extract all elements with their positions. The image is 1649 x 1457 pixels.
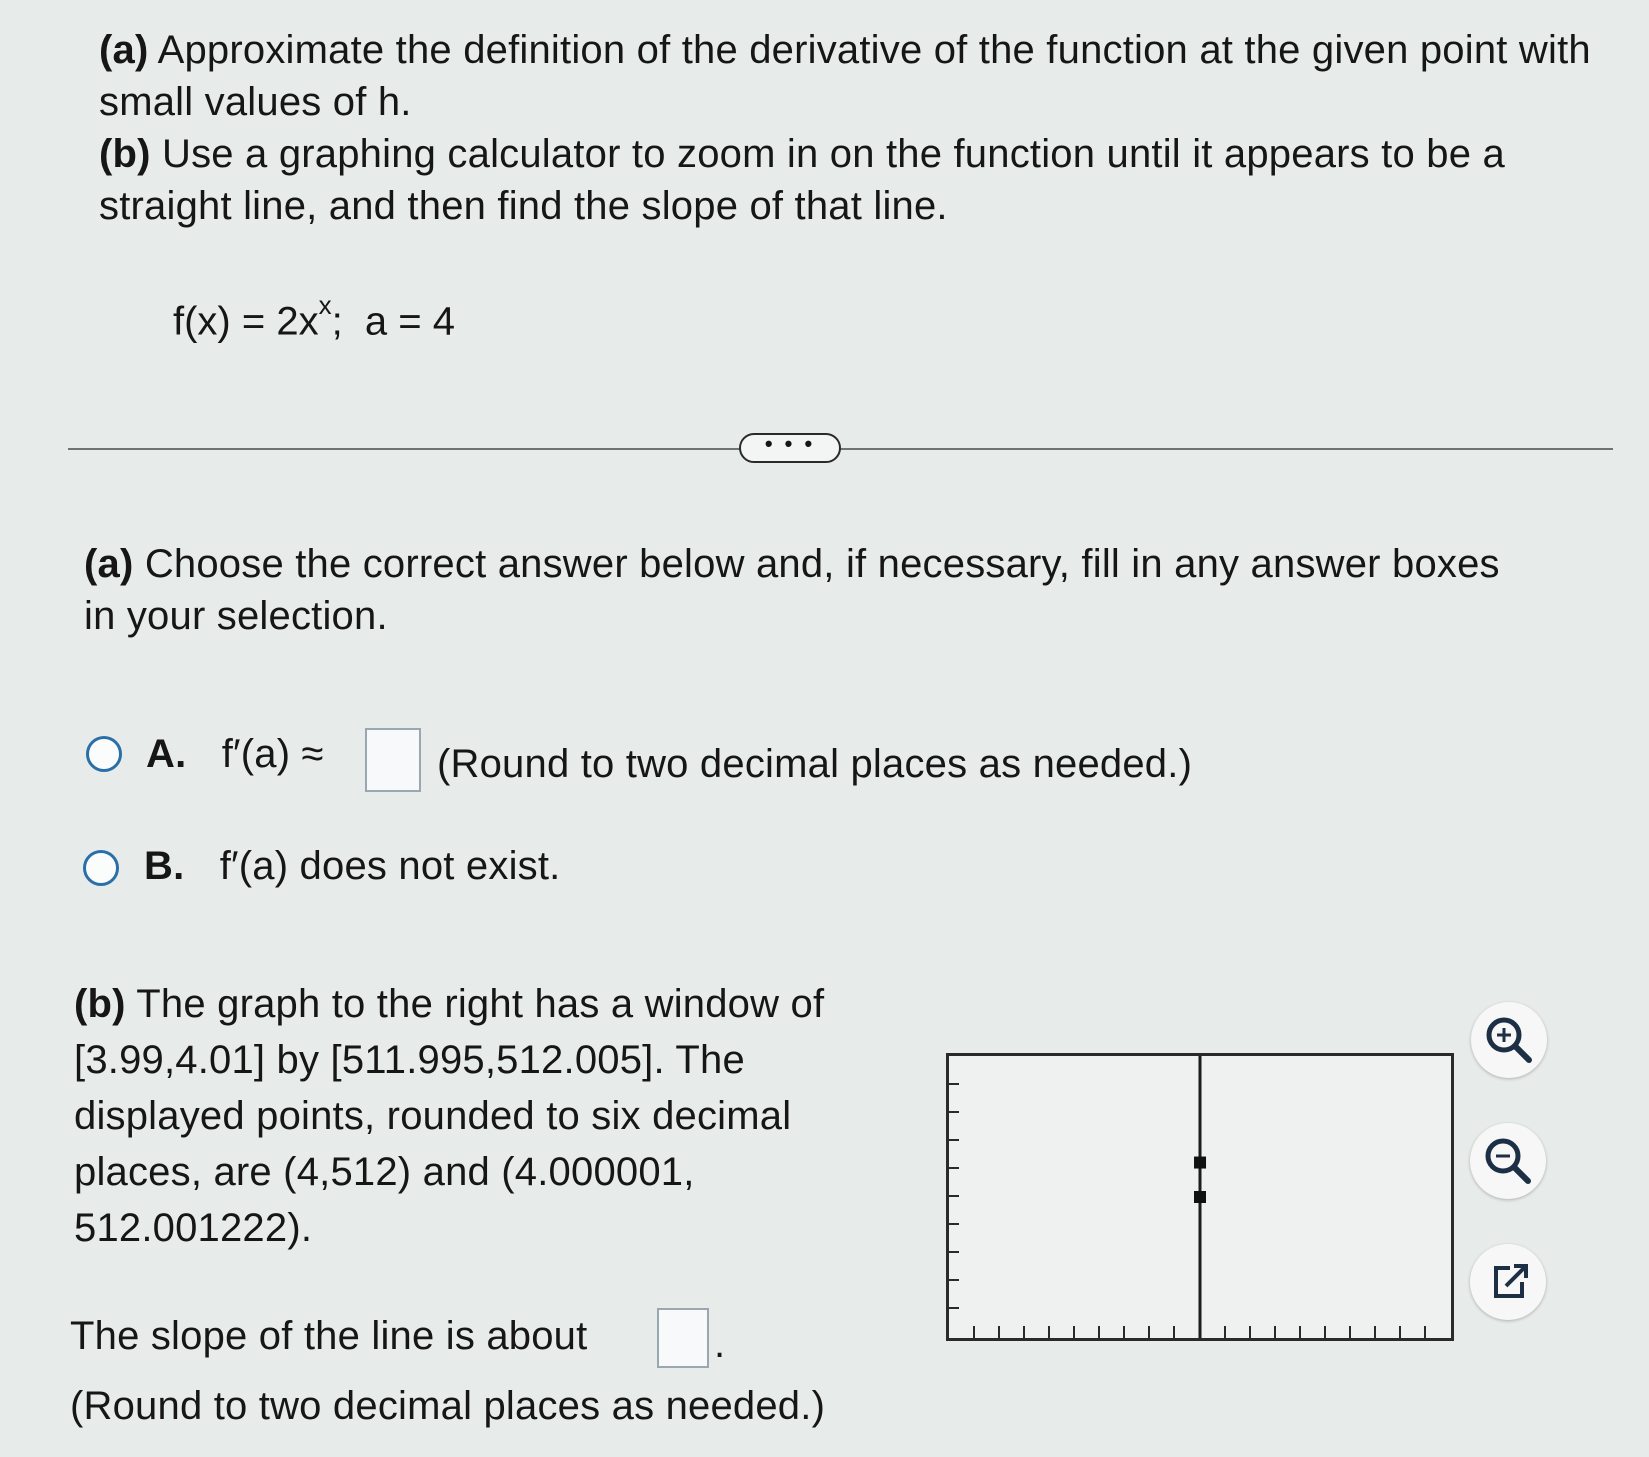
- external-link-icon: [1470, 1244, 1546, 1320]
- graph-svg: [949, 1056, 1451, 1338]
- graph-y-ticks: [949, 1084, 959, 1308]
- section-a-instruction-text: Choose the correct answer below and, if necessary, fill in any answer boxes in your selection.: [84, 542, 1500, 638]
- option-a-answer-input[interactable]: [365, 728, 421, 792]
- graph-point-2: [1194, 1157, 1206, 1169]
- zoom-out-button[interactable]: [1470, 1123, 1546, 1199]
- option-b-radio[interactable]: [83, 850, 119, 886]
- function-expression: [173, 290, 456, 344]
- zoom-out-icon: [1470, 1123, 1546, 1199]
- section-a-label: (a): [84, 542, 134, 586]
- part-b-description: [74, 976, 914, 1256]
- section-b-label: (b): [74, 982, 126, 1026]
- function-point: ; a = 4: [331, 299, 456, 344]
- function-lhs: f(x) = 2x: [173, 299, 319, 344]
- part-a-text: Approximate the definition of the derivative of the function at the given point with small values of h.: [99, 28, 1591, 124]
- option-a-radio[interactable]: [86, 736, 122, 772]
- zoom-in-button[interactable]: [1471, 1002, 1547, 1078]
- option-a-hint: (Round to two decimal places as needed.): [437, 742, 1193, 786]
- option-b: [144, 840, 1344, 892]
- problem-statement: [99, 24, 1599, 232]
- zoom-in-icon: [1471, 1002, 1547, 1078]
- option-b-letter: B.: [144, 844, 185, 888]
- popout-button[interactable]: [1470, 1244, 1546, 1320]
- part-a-label: (a): [99, 28, 149, 72]
- graph-window: [946, 1053, 1454, 1341]
- slope-hint: (Round to two decimal places as needed.): [70, 1384, 826, 1428]
- slope-answer-input[interactable]: [657, 1308, 709, 1368]
- more-options-button[interactable]: • • •: [739, 433, 841, 463]
- option-a-letter: A.: [146, 732, 187, 776]
- slope-prompt: The slope of the line is about: [70, 1314, 588, 1358]
- part-b-label: (b): [99, 132, 151, 176]
- option-a-text: f′(a) ≈: [221, 732, 324, 776]
- part-b-text: Use a graphing calculator to zoom in on the function until it appears to be a straight line, and then find the slope of that line.: [99, 132, 1505, 228]
- option-b-text: f′(a) does not exist.: [219, 844, 561, 888]
- graph-point-1: [1194, 1191, 1206, 1203]
- slope-period: .: [714, 1322, 726, 1366]
- function-exponent: x: [318, 290, 332, 320]
- part-a-instruction: [84, 538, 1504, 642]
- section-b-description-text: The graph to the right has a window of [3.99,4.01] by [511.995,512.005]. The displayed points, rounded to six decimal places, are (4,512) and (4.000001, 512.001222).: [74, 982, 825, 1250]
